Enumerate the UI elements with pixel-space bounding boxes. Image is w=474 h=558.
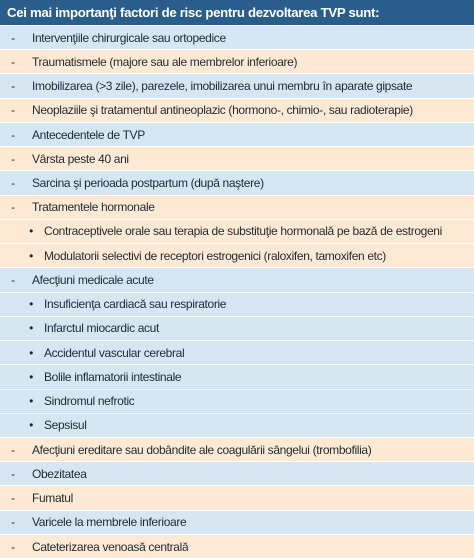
dash-bullet: - xyxy=(11,54,15,69)
list-item xyxy=(0,510,474,534)
list-item xyxy=(0,170,474,194)
dash-bullet: - xyxy=(11,491,15,506)
list-item-text: Afecţiuni medicale acute xyxy=(32,272,154,287)
dash-bullet: - xyxy=(11,515,15,530)
list-item xyxy=(0,534,474,558)
dash-bullet: - xyxy=(11,103,15,118)
sub-list-item xyxy=(0,219,474,243)
sub-list-item xyxy=(0,413,474,437)
list-item-text: Contraceptivele orale sau terapia de substituţie hormonală pe bază de estrogeni xyxy=(44,224,442,239)
risk-factor-list xyxy=(0,25,474,558)
list-item-text: Sepsisul xyxy=(44,418,87,433)
dash-bullet: - xyxy=(11,151,15,166)
dash-bullet: - xyxy=(11,127,15,142)
dash-bullet: - xyxy=(11,466,15,481)
list-item-text: Sarcina şi perioada postpartum (după naştere) xyxy=(32,176,264,191)
dot-bullet: • xyxy=(29,418,33,433)
dot-bullet: • xyxy=(29,369,33,384)
list-item xyxy=(0,195,474,219)
sub-list-item xyxy=(0,389,474,413)
list-item xyxy=(0,73,474,97)
list-item xyxy=(0,146,474,170)
sub-list-item xyxy=(0,316,474,340)
list-item xyxy=(0,485,474,509)
list-item-text: Traumatismele (majore sau ale membrelor inferioare) xyxy=(32,54,298,69)
dash-bullet: - xyxy=(11,539,15,554)
dash-bullet: - xyxy=(11,200,15,215)
list-item xyxy=(0,267,474,291)
dot-bullet: • xyxy=(29,224,33,239)
sub-list-item xyxy=(0,292,474,316)
list-item xyxy=(0,49,474,73)
dash-bullet: - xyxy=(11,79,15,94)
dot-bullet: • xyxy=(29,297,33,312)
list-item-text: Neoplaziile şi tratamentul antineoplazic (hormono-, chimio-, sau radioterapie) xyxy=(32,103,413,118)
list-item xyxy=(0,98,474,122)
list-item-text: Infarctul miocardic acut xyxy=(44,321,159,336)
list-item-text: Cateterizarea venoasă centrală xyxy=(32,539,189,554)
list-item xyxy=(0,25,474,49)
list-item-text: Varicele la membrele inferioare xyxy=(32,515,187,530)
dot-bullet: • xyxy=(29,345,33,360)
list-item xyxy=(0,461,474,485)
sub-list-item xyxy=(0,340,474,364)
list-item-text: Accidentul vascular cerebral xyxy=(44,345,185,360)
dash-bullet: - xyxy=(11,30,15,45)
dash-bullet: - xyxy=(11,176,15,191)
list-item-text: Insuficienţa cardiacă sau respiratorie xyxy=(44,297,227,312)
list-item-text: Tratamentele hormonale xyxy=(32,200,155,215)
list-item-text: Fumatul xyxy=(32,491,73,506)
table-title: Cei mai importanţi factori de risc pentru dezvoltarea TVP sunt: xyxy=(0,0,474,25)
list-item-text: Modulatorii selectivi de receptori estrogenici (raloxifen, tamoxifen etc) xyxy=(44,248,386,263)
dot-bullet: • xyxy=(29,248,33,263)
list-item-text: Bolile inflamatorii intestinale xyxy=(44,369,182,384)
dot-bullet: • xyxy=(29,321,33,336)
dash-bullet: - xyxy=(11,272,15,287)
list-item-text: Intervenţiile chirurgicale sau ortopedice xyxy=(32,30,226,45)
list-item xyxy=(0,437,474,461)
list-item-text: Sindromul nefrotic xyxy=(44,394,135,409)
list-item-text: Afecţiuni ereditare sau dobândite ale coagulării sângelui (trombofilia) xyxy=(32,442,372,457)
list-item-text: Obezitatea xyxy=(32,466,87,481)
list-item-text: Vârsta peste 40 ani xyxy=(32,151,129,166)
dot-bullet: • xyxy=(29,394,33,409)
sub-list-item xyxy=(0,243,474,267)
list-item-text: Antecedentele de TVP xyxy=(32,127,145,142)
dash-bullet: - xyxy=(11,442,15,457)
sub-list-item xyxy=(0,364,474,388)
list-item xyxy=(0,122,474,146)
list-item-text: Imobilizarea (>3 zile), parezele, imobilizarea unui membru în aparate gipsate xyxy=(32,79,413,94)
